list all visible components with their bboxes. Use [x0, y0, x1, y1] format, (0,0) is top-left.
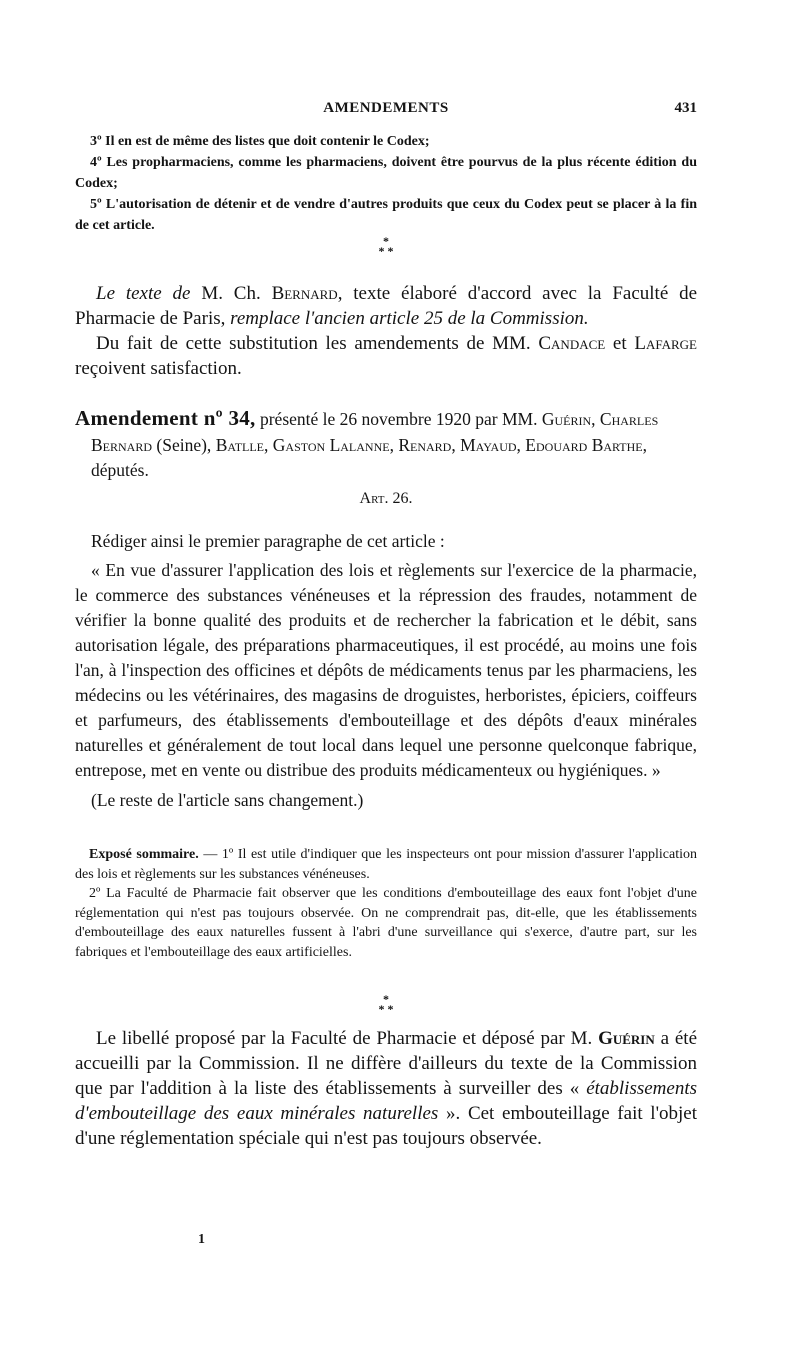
bernard-paragraph	[75, 281, 697, 381]
page-number: 431	[674, 100, 697, 116]
asterism-2	[75, 994, 697, 1014]
bernard-name: Bernard	[271, 283, 338, 304]
article-label-wrap	[75, 490, 697, 508]
list-item: 5º L'autorisation de détenir et de vendre d'autres produits que ceux du Codex peut se placer à la fin de cet article.	[75, 197, 697, 233]
name-guerin: Guérin,	[541, 409, 596, 429]
asterism	[75, 236, 697, 256]
instruction: Rédiger ainsi le premier paragraphe de cet article :	[91, 531, 445, 551]
article-label: Art. 26.	[359, 490, 413, 507]
amendment-keyword: Amendement nº 34,	[75, 406, 256, 430]
final-text3: ». Cet embouteillage fait l'objet d'une réglementation spéciale qui n'est pas toujours observée.	[75, 1103, 697, 1149]
bernard-italic: remplace l'ancien article 25 de la Commission.	[230, 308, 589, 329]
bernard-initial: M. Ch.	[201, 283, 261, 304]
amendment-presented: présenté le 26 novembre 1920 par MM.	[259, 409, 538, 429]
running-head: AMENDEMENTS	[323, 100, 449, 116]
substitution-paragraph	[75, 331, 697, 381]
final-text2: a été accueilli par la Commission. Il ne diffère d'ailleurs du texte de la Commission que par l'addition à la liste des établissements à surveiller des «	[75, 1028, 698, 1099]
deputes: députés.	[91, 460, 149, 480]
amendment-body	[75, 529, 697, 813]
asterism-bottom: * *	[378, 1002, 394, 1016]
asterism-bottom: * *	[378, 244, 394, 258]
expose-keyword: Exposé sommaire.	[89, 847, 199, 862]
seine: (Seine),	[156, 434, 212, 455]
asterism-top: *	[383, 992, 389, 1006]
substitution-end: reçoivent satisfaction.	[75, 358, 242, 379]
expose-sommaire	[75, 845, 697, 962]
quoted-text: « En vue d'assurer l'application des lois et règlements sur l'exercice de la pharmacie, le commerce des substances vénéneuses et la répression des fraudes, notamment de vérifier la bonne qualité des produits et de rechercher la fabrication et le débit, sans autorisation légale, des préparations pharmaceutiques, il est procédé, au moins une fois l'an, à l'inspection des officines et dépôts de médicaments tenus par les pharmaciens, les médecins ou les vétérinaires, des magasins de droguistes, herboristes, épiciers, coiffeurs et parfumeurs, des établissements d'embouteillage et des dépôts d'eaux minérales naturelles et généralement de tout local dans lequel une personne quelconque fabrique, entrepose, met en vente ou distribue des produits médicamenteux ou hygiéniques. »	[75, 560, 697, 780]
codex-list	[75, 131, 697, 236]
name-candace: Candace	[538, 333, 606, 354]
bernard-text: , texte élaboré d'accord avec la Faculté de Pharmacie de Paris,	[75, 283, 698, 329]
final-name: Guérin	[598, 1028, 655, 1049]
asterism-top: *	[383, 234, 389, 248]
bottom-mark: 1	[198, 1232, 205, 1247]
name-lafarge: Lafarge	[634, 333, 697, 354]
list-item: 4º Les propharmaciens, comme les pharmaciens, doivent être pourvus de la plus récente édition du Codex;	[75, 155, 697, 191]
page-header	[75, 100, 697, 124]
list-item: 3º Il en est de même des listes que doit contenir le Codex;	[90, 134, 430, 149]
expose-p2: 2º La Faculté de Pharmacie fait observer que les conditions d'embouteillage des eaux font l'objet d'une réglementation qui n'est pas toujours observée. On ne comprendrait pas, dit-elle, que les établissements d'embouteillage des eaux naturelles fussent à l'abri d'une surveillance qui s'exerce, d'autre part, sur les fabriques et l'embouteillage des eaux artificielles.	[75, 886, 697, 960]
name-charles-bernard: Charles Bernard	[91, 409, 659, 455]
names-rest: Batlle, Gaston Lalanne, Renard, Mayaud, Edouard Barthe,	[215, 434, 648, 455]
rest-note: (Le reste de l'article sans changement.)	[91, 790, 364, 810]
final-text1: Le libellé proposé par la Faculté de Pharmacie et déposé par M.	[96, 1028, 593, 1049]
final-paragraph	[75, 1026, 697, 1151]
and-word: et	[612, 333, 627, 354]
substitution-text: Du fait de cette substitution les amendements de MM.	[96, 333, 531, 354]
bernard-prefix: Le texte de	[96, 283, 191, 304]
amendment-heading	[75, 406, 697, 484]
expose-p1: — 1º Il est utile d'indiquer que les inspecteurs ont pour mission d'assurer l'application des lois et règlements sur les substances vénéneuses.	[75, 847, 698, 882]
final-italic: établissements d'embouteillage des eaux minérales naturelles	[75, 1078, 698, 1124]
